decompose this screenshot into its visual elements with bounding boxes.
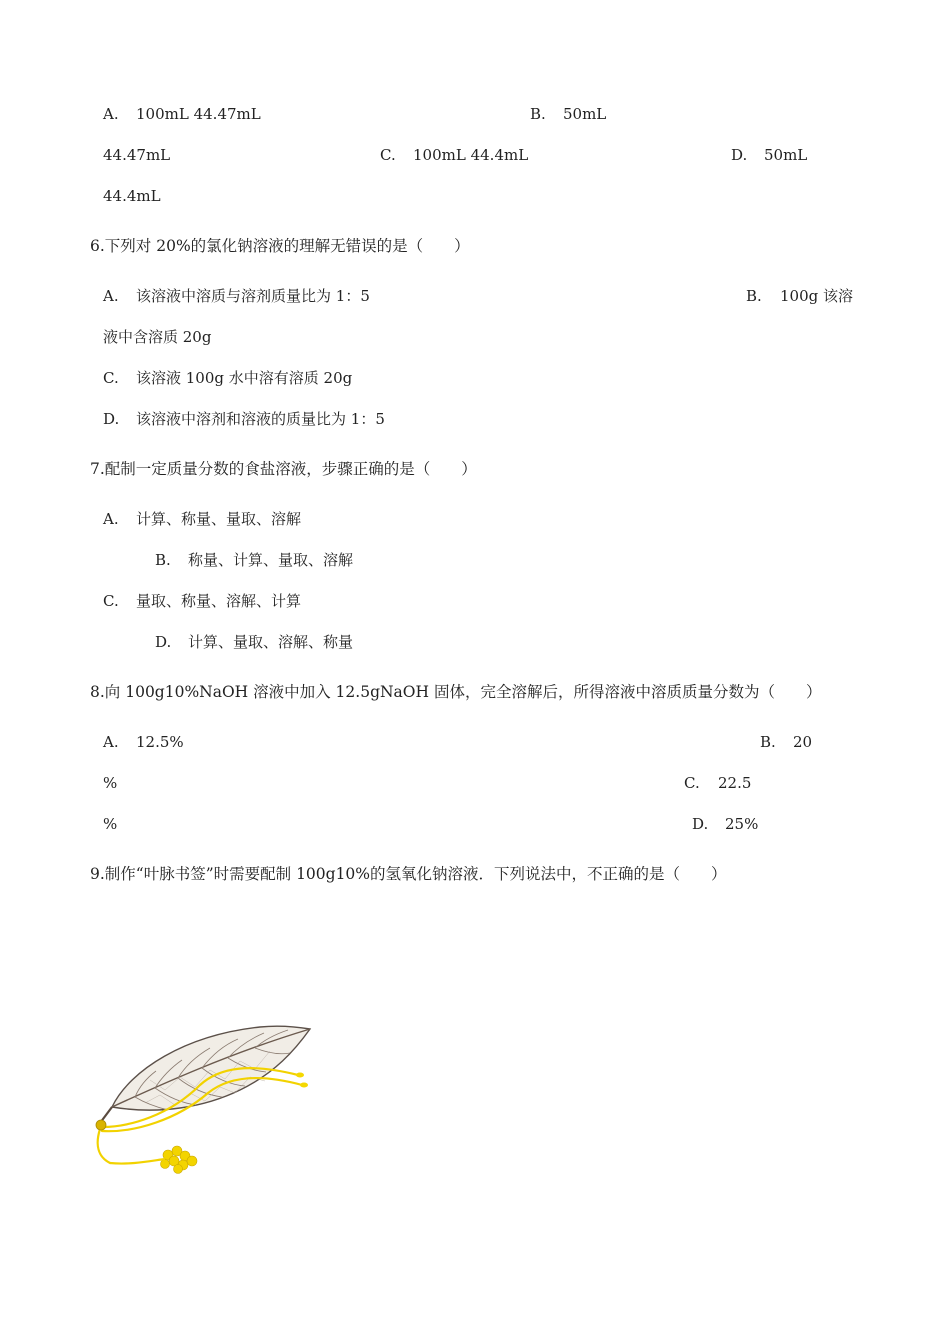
q8-option-d-text: 25%: [725, 815, 759, 833]
q6-option-d-label: D.: [103, 410, 120, 428]
q8-option-b-continuation: %: [103, 774, 118, 792]
q6-option-d-text: 该溶液中溶剂和溶液的质量比为 1：5: [136, 410, 385, 428]
q8-option-a-text: 12.5%: [136, 733, 184, 751]
q7-option-a-label: A.: [103, 510, 119, 528]
q7-option-c-text: 量取、称量、溶解、计算: [136, 592, 302, 610]
q8-option-c-continuation: %: [103, 815, 118, 833]
q5-option-d-label: D.: [731, 146, 748, 164]
q7-option-d-label: D.: [155, 633, 172, 651]
q7-option-d-text: 计算、量取、溶解、称量: [188, 633, 354, 651]
q9-stem: 9.制作“叶脉书签”时需要配制 100g10%的氢氧化钠溶液．下列说法中，不正确的是（ ）: [90, 865, 727, 883]
q6-option-a-label: A.: [103, 287, 119, 305]
q5-option-d-continuation: 44.4mL: [103, 187, 161, 205]
q6-option-c-label: C.: [103, 369, 119, 387]
leaf-bookmark-image: [90, 1015, 320, 1185]
q5-option-a-label: A.: [103, 105, 119, 123]
q8-option-b-label: B.: [760, 733, 776, 751]
q5-option-c-label: C.: [380, 146, 396, 164]
q8-option-b-text: 20: [793, 733, 813, 751]
q8-stem: 8.向 100g10%NaOH 溶液中加入 12.5gNaOH 固体，完全溶解后，所得溶液中溶质质量分数为（ ）: [90, 683, 822, 701]
q6-option-c-text: 该溶液 100g 水中溶有溶质 20g: [136, 369, 353, 387]
q5-option-a-text: 100mL 44.47mL: [136, 105, 261, 123]
q7-stem: 7.配制一定质量分数的食盐溶液，步骤正确的是（ ）: [90, 460, 477, 478]
q8-option-a-label: A.: [103, 733, 119, 751]
q6-option-b-continuation: 液中含溶质 20g: [103, 328, 212, 346]
q5-option-b-label: B.: [530, 105, 546, 123]
q8-option-c-label: C.: [684, 774, 700, 792]
q8-option-d-label: D.: [692, 815, 709, 833]
q7-option-b-label: B.: [155, 551, 171, 569]
q7-option-c-label: C.: [103, 592, 119, 610]
q6-option-b-text: 100g 该溶: [780, 287, 854, 305]
q5-option-b-text: 50mL: [563, 105, 607, 123]
q8-option-c-text: 22.5: [718, 774, 752, 792]
q6-stem: 6.下列对 20%的氯化钠溶液的理解无错误的是（ ）: [90, 237, 470, 255]
q5-option-d-text: 50mL: [764, 146, 808, 164]
q5-option-b-continuation: 44.47mL: [103, 146, 171, 164]
q6-option-a-text: 该溶液中溶质与溶剂质量比为 1：5: [136, 287, 370, 305]
q6-option-b-label: B.: [746, 287, 762, 305]
q7-option-b-text: 称量、计算、量取、溶解: [188, 551, 354, 569]
q7-option-a-text: 计算、称量、量取、溶解: [136, 510, 302, 528]
q5-option-c-text: 100mL 44.4mL: [413, 146, 529, 164]
